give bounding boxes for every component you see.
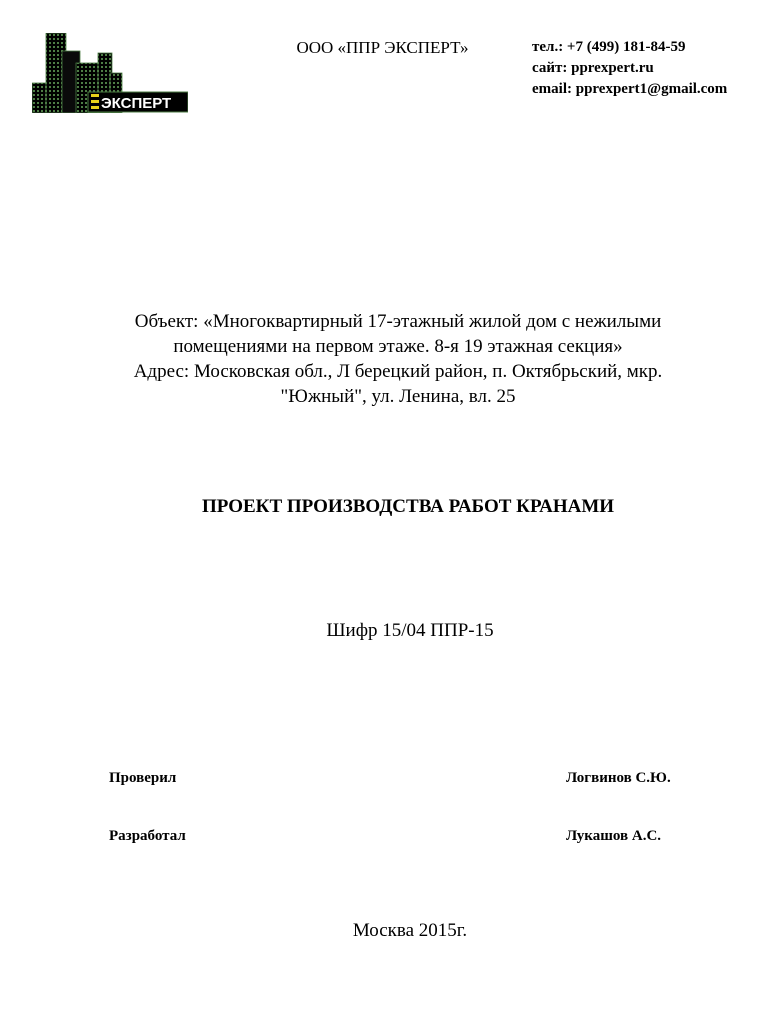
- logo-accent-bar-3: [91, 106, 99, 109]
- address-line: Адрес: Московская обл., Л берецкий район, п. Октябрьский, мкр.: [133, 361, 663, 382]
- object-description: [80, 309, 716, 409]
- checked-by-name: Логвинов С.Ю.: [566, 770, 671, 786]
- company-name: ООО «ППР ЭКСПЕРТ»: [296, 38, 469, 57]
- checked-by-label: Проверил: [109, 770, 177, 786]
- city-year: Москва 2015г.: [352, 920, 468, 941]
- logo-text: ЭКСПЕРТ: [101, 95, 172, 112]
- document-cipher: Шифр 15/04 ППР-15: [326, 620, 494, 641]
- logo-accent-bar-1: [91, 94, 99, 97]
- logo-accent-bar-2: [91, 100, 99, 103]
- developed-by-name: Лукашов А.С.: [566, 828, 662, 844]
- contact-phone: тел.: +7 (499) 181-84-59: [532, 39, 686, 55]
- object-line: помещениями на первом этаже. 8-я 19 этажная секция»: [173, 336, 623, 357]
- contact-website: сайт: pprexpert.ru: [532, 60, 654, 76]
- object-line: Объект: «Многоквартирный 17-этажный жилой дом с нежилыми: [134, 311, 662, 332]
- contact-info: [532, 37, 727, 100]
- company-logo: [32, 33, 188, 113]
- address-line: "Южный", ул. Ленина, вл. 25: [280, 386, 516, 407]
- developed-by-label: Разработал: [109, 828, 186, 844]
- contact-email: email: pprexpert1@gmail.com: [532, 81, 728, 97]
- document-title: ПРОЕКТ ПРОИЗВОДСТВА РАБОТ КРАНАМИ: [201, 496, 615, 517]
